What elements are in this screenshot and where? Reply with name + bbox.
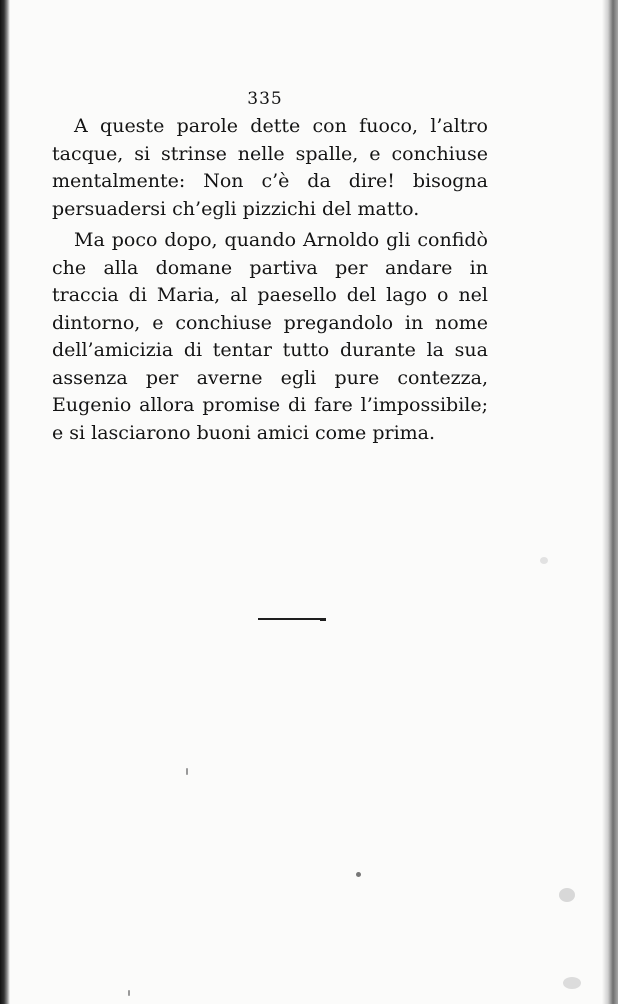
ink-speck (186, 768, 188, 775)
page-edge (602, 0, 618, 1004)
page-number: 335 (247, 89, 283, 109)
paragraph-1: A queste parole dette con fuoco, l’altro tacque, si strinse nelle spalle, e conchiuse mentalmente: Non c’è da dire! bisogna persuadersi ch’egli pizzichi del matto. (52, 115, 488, 220)
text-body (52, 113, 488, 447)
ink-speck (559, 888, 575, 902)
end-rule (258, 618, 326, 620)
paragraph-2: Ma poco dopo, quando Arnoldo gli confidò che alla domane partiva per andare in traccia di Maria, al paesello del lago o nel dintorno, e conchiuse pregandolo in nome dell’amicizia di tentar tutto durante la sua assenza per averne egli pure contezza, Eugenio allora promise di fare l’impossibile; e si lasciarono buoni amici come prima. (52, 229, 488, 444)
binding-shadow (0, 0, 10, 1004)
ink-speck (356, 872, 361, 877)
ink-speck (563, 977, 581, 989)
ink-speck (128, 990, 130, 996)
end-rule-tail (320, 618, 326, 621)
ink-speck (540, 557, 548, 564)
